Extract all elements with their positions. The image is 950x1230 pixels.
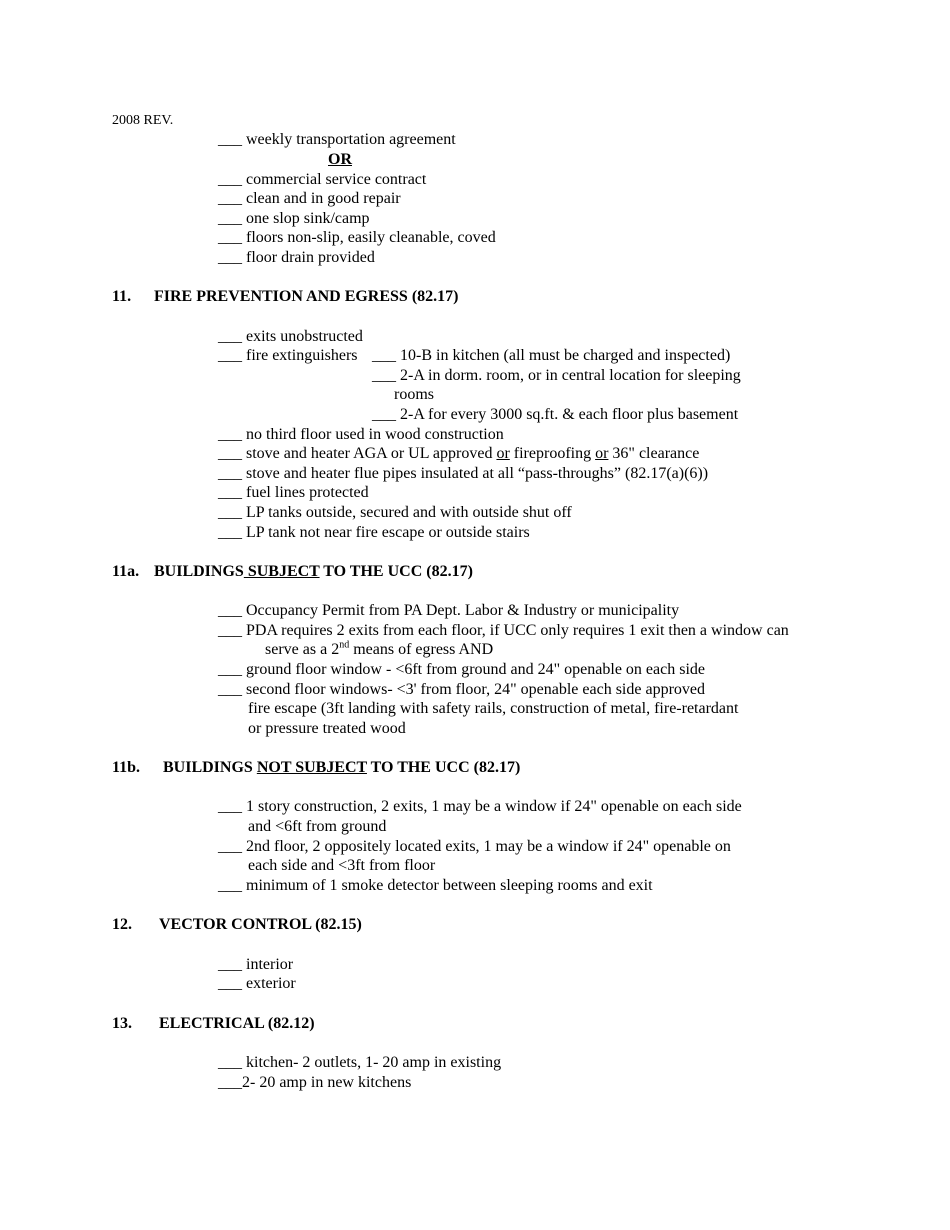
checklist-item: ___ Occupancy Permit from PA Dept. Labor & Industry or municipality xyxy=(218,602,680,619)
checklist-item: ___ interior xyxy=(218,956,294,973)
or-divider: OR xyxy=(328,151,352,168)
checklist-item: ___ no third floor used in wood construction xyxy=(218,426,504,443)
checklist-item: ___ PDA requires 2 exits from each floor, if UCC only requires 1 exit then a window can xyxy=(218,622,789,639)
section-title: ELECTRICAL (82.12) xyxy=(159,1015,315,1032)
checklist-item: ___ one slop sink/camp xyxy=(218,210,370,227)
checklist-item: ___ fuel lines protected xyxy=(218,484,369,501)
section-title: BUILDINGS NOT SUBJECT TO THE UCC (82.17) xyxy=(163,759,521,776)
checklist-item: ___ 1 story construction, 2 exits, 1 may be a window if 24" openable on each side xyxy=(218,798,742,815)
checklist-item-continued: fire escape (3ft landing with safety rails, construction of metal, fire-retardant xyxy=(248,700,739,717)
checklist-item: ___ floor drain provided xyxy=(218,249,375,266)
section-number: 11. xyxy=(112,288,132,305)
checklist-item: ___ ground floor window - <6ft from ground and 24" openable on each side xyxy=(218,661,705,678)
checklist-item: ___ exits unobstructed xyxy=(218,328,363,345)
section-title: VECTOR CONTROL (82.15) xyxy=(159,916,362,933)
checklist-subitem: ___ 2-A in dorm. room, or in central location for sleeping xyxy=(372,367,741,384)
checklist-item: ___ commercial service contract xyxy=(218,171,427,188)
checklist-item: ___ LP tanks outside, secured and with outside shut off xyxy=(218,504,572,521)
checklist-item-continued: or pressure treated wood xyxy=(248,720,406,737)
checklist-item: ___ minimum of 1 smoke detector between sleeping rooms and exit xyxy=(218,877,653,894)
checklist-item: ___ floors non-slip, easily cleanable, coved xyxy=(218,229,496,246)
checklist-item: ___ 2nd floor, 2 oppositely located exits, 1 may be a window if 24" openable on xyxy=(218,838,731,855)
checklist-item: ___ stove and heater flue pipes insulated at all “pass-throughs” (82.17(a)(6)) xyxy=(218,465,709,482)
checklist-subitem-continued: rooms xyxy=(394,386,434,403)
checklist-subitem: ___ 10-B in kitchen (all must be charged and inspected) xyxy=(372,347,731,364)
section-number: 12. xyxy=(112,916,132,933)
section-title: BUILDINGS SUBJECT TO THE UCC (82.17) xyxy=(154,563,473,580)
revision-label: 2008 REV. xyxy=(112,113,174,128)
checklist-item: ___ kitchen- 2 outlets, 1- 20 amp in existing xyxy=(218,1054,502,1071)
section-number: 11b. xyxy=(112,759,141,776)
checklist-item-continued: and <6ft from ground xyxy=(248,818,387,835)
checklist-item: ___ weekly transportation agreement xyxy=(218,131,456,148)
section-number: 13. xyxy=(112,1015,132,1032)
checklist-item: ___ second floor windows- <3' from floor, 24" openable each side approved xyxy=(218,681,705,698)
section-title: FIRE PREVENTION AND EGRESS (82.17) xyxy=(154,288,459,305)
section-number: 11a. xyxy=(112,563,140,580)
checklist-item: ___ exterior xyxy=(218,975,296,992)
checklist-item-continued: serve as a 2nd means of egress AND xyxy=(265,639,494,658)
checklist-item: ___ clean and in good repair xyxy=(218,190,401,207)
checklist-subitem: ___ 2-A for every 3000 sq.ft. & each floor plus basement xyxy=(372,406,739,423)
checklist-item: ___ LP tank not near fire escape or outside stairs xyxy=(218,524,530,541)
checklist-item: ___ fire extinguishers xyxy=(218,347,358,364)
checklist-item: ___ stove and heater AGA or UL approved or fireproofing or 36" clearance xyxy=(218,445,700,462)
checklist-item: ___2- 20 amp in new kitchens xyxy=(218,1074,412,1091)
checklist-item-continued: each side and <3ft from floor xyxy=(248,857,436,874)
